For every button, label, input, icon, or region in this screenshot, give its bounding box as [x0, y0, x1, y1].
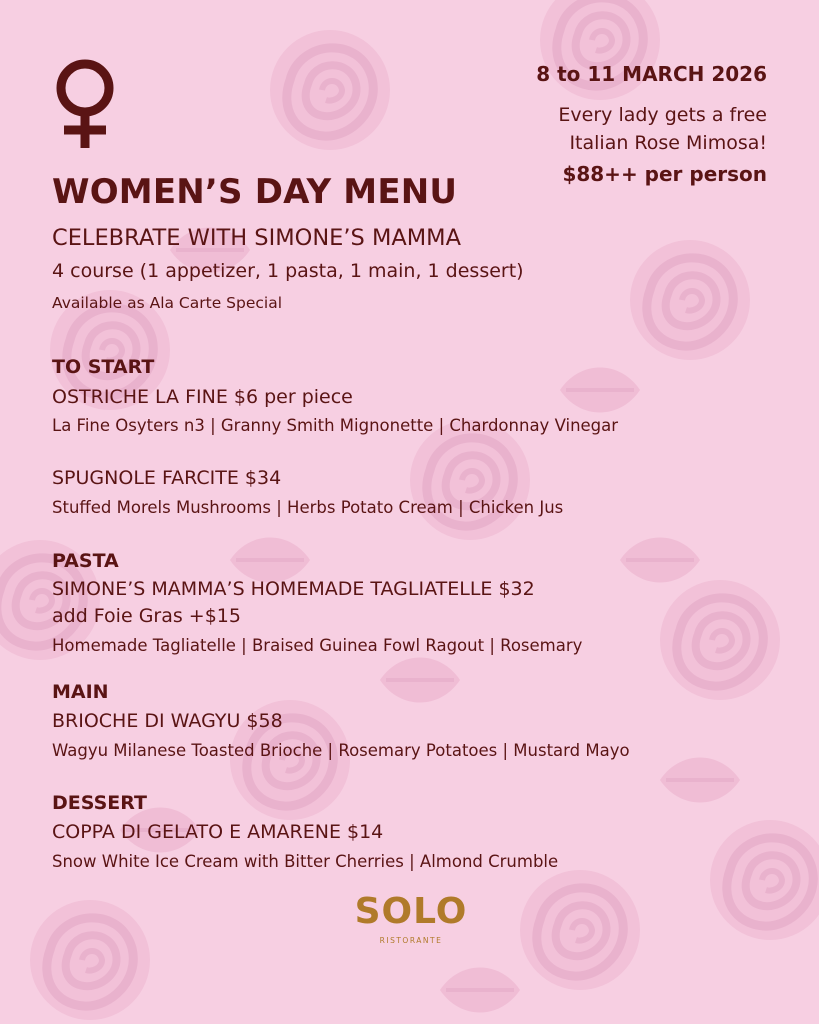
section-heading-dessert: DESSERT	[52, 792, 147, 814]
section-heading-main: MAIN	[52, 681, 109, 703]
dish-name: OSTRICHE LA FINE $6 per piece	[52, 386, 353, 408]
section-heading-pasta: PASTA	[52, 550, 119, 572]
promo-text	[558, 101, 767, 157]
event-dates: 8 to 11 MARCH 2026	[536, 62, 767, 86]
dish-description: Snow White Ice Cream with Bitter Cherries | Almond Crumble	[52, 852, 559, 871]
venus-symbol-icon	[50, 58, 120, 150]
dish-description: Wagyu Milanese Toasted Brioche | Rosemary Potatoes | Mustard Mayo	[52, 741, 630, 760]
dish-name: SIMONE’S MAMMA’S HOMEMADE TAGLIATELLE $32	[52, 578, 535, 600]
price-per-person: $88++ per person	[562, 162, 767, 186]
availability-note: Available as Ala Carte Special	[52, 294, 283, 312]
menu-subtitle: CELEBRATE WITH SIMONE’S MAMMA	[52, 225, 461, 251]
logo-name: SOLO	[354, 891, 468, 932]
promo-line-1: Every lady gets a free	[558, 104, 767, 126]
solo-ristorante-logo	[354, 885, 468, 947]
dish-addon: add Foie Gras +$15	[52, 605, 241, 627]
logo-tagline: RISTORANTE	[379, 936, 443, 945]
dish-description: Stuffed Morels Mushrooms | Herbs Potato Cream | Chicken Jus	[52, 498, 564, 517]
dish-name: BRIOCHE DI WAGYU $58	[52, 710, 283, 732]
dish-name: SPUGNOLE FARCITE $34	[52, 467, 282, 489]
promo-line-2: Italian Rose Mimosa!	[569, 132, 767, 154]
dish-description: La Fine Osyters n3 | Granny Smith Mignonette | Chardonnay Vinegar	[52, 416, 619, 435]
dish-name: COPPA DI GELATO E AMARENE $14	[52, 821, 384, 843]
section-heading-to-start: TO START	[52, 356, 155, 378]
course-info: 4 course (1 appetizer, 1 pasta, 1 main, 1 dessert)	[52, 260, 524, 282]
menu-title: WOMEN’S DAY MENU	[52, 172, 458, 212]
dish-description: Homemade Tagliatelle | Braised Guinea Fowl Ragout | Rosemary	[52, 636, 583, 655]
